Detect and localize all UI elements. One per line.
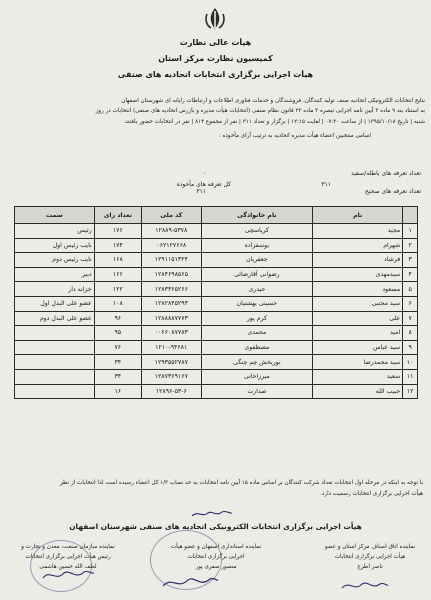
col-family-header: نام خانوادگی bbox=[201, 207, 312, 224]
national-code-cell: ۱۲۸۸۸۸۷۷۷۳ bbox=[141, 311, 201, 326]
table-row bbox=[15, 311, 418, 326]
col-role-header: سمت bbox=[15, 207, 95, 224]
valid-ballots-label: تعداد تعرفه های صحیح bbox=[364, 188, 421, 195]
row-number-cell: ۱ bbox=[403, 224, 418, 239]
vote-count-cell: ۱۷۴ bbox=[94, 238, 141, 253]
table-row bbox=[15, 296, 418, 311]
position-cell bbox=[15, 326, 95, 341]
intro-line-4: اسامی منتخبین اعضاء هیأت مدیره اتحادیه به ترتیب آرای مأخوذه : bbox=[218, 133, 371, 139]
table-row bbox=[15, 253, 418, 268]
row-number-cell: ۶ bbox=[403, 296, 418, 311]
family-name-cell: کریاسچی bbox=[201, 224, 312, 239]
first-name-cell: سیدمهدی bbox=[313, 267, 403, 282]
family-name-cell: صدارت bbox=[201, 384, 312, 399]
org-title: هیأت عالی نظارت bbox=[179, 38, 252, 47]
valid-ballots-value: ۳۱۱ bbox=[196, 188, 206, 195]
invalid-ballots-value: ۰ bbox=[202, 170, 206, 177]
intro-line-3: شنبه | تاریخ ۱۳۹۵/۱۰/۱۸ | از ساعت ۰۷:۳۰ | لغایت ۱۲:۱۵ | برگزار و تعداد ۳۱۱ | نفر از مجموع ۸۱۴ | نفر در انتخابات حضور یافتند. bbox=[123, 119, 425, 125]
note-line-1: با توجه به اینکه در مرحله اول انتخابات تعداد شرکت کنندگان بر اساس ماده ۱۵ آیین نامه انتخابات به حد نصاب ۱/۳ کل اعضاء رسیده است لذا انتخابات از نظر bbox=[59, 480, 423, 486]
national-code-cell: ۱۲۸۷۳۶۹۱۶۷ bbox=[141, 369, 201, 384]
table-row bbox=[15, 355, 418, 370]
national-code-cell: ۰۰۶۶۰۸۷۷۸۳ bbox=[141, 326, 201, 341]
board-title: هیأت اجرایی برگزاری انتخابات اتحادیه های صنفی bbox=[117, 70, 314, 79]
emblem-icon bbox=[202, 6, 228, 32]
row-number-cell: ۱۲ bbox=[403, 384, 418, 399]
first-name-cell: علی bbox=[313, 311, 403, 326]
vote-count-cell: ۳۴ bbox=[94, 355, 141, 370]
vote-count-cell: ۱۶ bbox=[94, 384, 141, 399]
position-cell bbox=[15, 384, 95, 399]
first-name-cell: شهرام bbox=[313, 238, 403, 253]
row-number-cell: ۹ bbox=[403, 340, 418, 355]
vote-count-cell: ۱۲۲ bbox=[94, 282, 141, 297]
position-cell: دبیر bbox=[15, 267, 95, 282]
sig3-line-1: نماینده سازمان صنعت، معدن و تجارت و bbox=[21, 544, 115, 550]
family-name-cell: محمدی bbox=[201, 326, 312, 341]
sig2-line-1: نماینده استانداری اصفهان و عضو هیأت bbox=[170, 544, 262, 550]
total-ballots-value: ۳۱۱ bbox=[321, 181, 331, 188]
vote-count-cell: ۱۷۶ bbox=[94, 224, 141, 239]
first-name-cell: سید مجتبی bbox=[313, 296, 403, 311]
row-number-cell: ۲ bbox=[403, 238, 418, 253]
sig1-line-2: هیأت اجرایی برگزاری انتخابات bbox=[334, 554, 406, 560]
sig1-line-1: نماینده اتاق اصناف مرکز استان و عضو bbox=[324, 544, 416, 550]
national-code-cell: ۱۲۸۲۸۴۵۲۹۳ bbox=[141, 296, 201, 311]
national-code-cell: ۱۲۹۳۵۵۲۷۸۷ bbox=[141, 355, 201, 370]
vote-count-cell: ۱۶۸ bbox=[94, 253, 141, 268]
family-name-cell: حیدری bbox=[201, 282, 312, 297]
national-code-cell: ۱۲۸۸۹-۵۳۷۸ bbox=[141, 224, 201, 239]
position-cell bbox=[15, 369, 95, 384]
family-name-cell: یوسفزاده bbox=[201, 238, 312, 253]
vote-count-cell: ۱۰۸ bbox=[94, 296, 141, 311]
footer-title: هیأت اجرایی برگزاری انتخابات الکترونیکی اتحادیه های صنفی شهرستان اصفهان bbox=[69, 522, 362, 531]
table-row bbox=[15, 238, 418, 253]
intro-line-2: به استناد بند ۹ ماده ۳ آیین نامه اجرایی تبصره ۳ ماده ۲۲ قانون نظام صنفی (انتخابات هیأت مدیره و بازرس اتحادیه های صنفی) انتخابات در روز bbox=[95, 108, 425, 114]
row-number-cell: ۸ bbox=[403, 326, 418, 341]
signature-block-1 bbox=[317, 542, 423, 572]
col-code-header: کد ملی bbox=[141, 207, 201, 224]
sig2-name: منصور صفری پور bbox=[195, 564, 237, 570]
national-code-cell: ۱۲۸۴۶۹۸۵۶۵ bbox=[141, 267, 201, 282]
vote-count-cell: ۳۴ bbox=[94, 369, 141, 384]
col-number-header bbox=[403, 207, 418, 224]
commission-title: کمیسیون نظارت مرکز استان bbox=[158, 54, 273, 63]
handwritten-signature-icon bbox=[40, 566, 96, 584]
vote-count-cell: ۱۶۶ bbox=[94, 267, 141, 282]
position-cell bbox=[15, 355, 95, 370]
first-name-cell: مجید bbox=[313, 224, 403, 239]
first-name-cell: سید محمدرضا bbox=[313, 355, 403, 370]
national-code-cell: ۰۶۲۱۲۷۶۶۸ bbox=[141, 238, 201, 253]
handwritten-signature-icon bbox=[160, 572, 220, 592]
sig1-name: ناصر اطرج bbox=[357, 564, 383, 570]
vote-count-cell: ۹۵ bbox=[94, 326, 141, 341]
row-number-cell: ۷ bbox=[403, 311, 418, 326]
intro-line-1: نتایج انتخابات الکترونیکی اتحادیه صنف تولید کنندگان، فروشندگان و خدمات فناوری اطلاعات و ارتباطات رایانه ای شهرستان اصفهان bbox=[121, 98, 425, 104]
row-number-cell: ۵ bbox=[403, 282, 418, 297]
row-number-cell: ۳ bbox=[403, 253, 418, 268]
table-row bbox=[15, 282, 418, 297]
table-row bbox=[15, 267, 418, 282]
family-name-cell: جعفریان bbox=[201, 253, 312, 268]
position-cell: عضو علی البدل اول bbox=[15, 296, 95, 311]
family-name-cell: میرزاخانی bbox=[201, 369, 312, 384]
first-name-cell: سعید bbox=[313, 369, 403, 384]
first-name-cell: سید عباس bbox=[313, 340, 403, 355]
position-cell: رئیس bbox=[15, 224, 95, 239]
position-cell: عضو علی البدل دوم bbox=[15, 311, 95, 326]
position-cell: خزانه دار bbox=[15, 282, 95, 297]
handwritten-signature-icon bbox=[340, 578, 390, 594]
first-name-cell: حبیب الله bbox=[313, 384, 403, 399]
table-row bbox=[15, 369, 418, 384]
position-cell bbox=[15, 340, 95, 355]
row-number-cell: ۴ bbox=[403, 267, 418, 282]
invalid-ballots-label: تعداد تعرفه های باطله/سفید bbox=[351, 170, 421, 177]
table-header-row bbox=[15, 207, 418, 224]
family-name-cell: حسینی بهشتیان bbox=[201, 296, 312, 311]
handwritten-signature-icon bbox=[190, 508, 234, 520]
table-row bbox=[15, 224, 418, 239]
first-name-cell: امید bbox=[313, 326, 403, 341]
sig2-line-2: اجرایی برگزاری انتخابات bbox=[187, 554, 245, 560]
table-body bbox=[15, 224, 418, 399]
total-ballots-label: کل تعرفه های مأخوذه bbox=[176, 181, 231, 188]
family-name-cell: نوربخش چم چنگی bbox=[201, 355, 312, 370]
table-row bbox=[15, 340, 418, 355]
col-votes-header: تعداد رای bbox=[94, 207, 141, 224]
position-cell: نایب رئیس دوم bbox=[15, 253, 95, 268]
family-name-cell: مصطفوی bbox=[201, 340, 312, 355]
first-name-cell: مسعود bbox=[313, 282, 403, 297]
table-row bbox=[15, 384, 418, 399]
national-code-cell: ۱۲۸۳۳۶۵۲۶۶ bbox=[141, 282, 201, 297]
sig3-line-2: رئیس هیأت اجرایی برگزاری انتخابات bbox=[25, 554, 111, 560]
col-name-header: نام bbox=[313, 207, 403, 224]
family-name-cell: رضوانی آقارضائی bbox=[201, 267, 312, 282]
national-code-cell: ۱۲۱۰-۹۴۶۸۱ bbox=[141, 340, 201, 355]
first-name-cell: فرشاد bbox=[313, 253, 403, 268]
row-number-cell: ۱۱ bbox=[403, 369, 418, 384]
note-line-2: هیأت اجرایی برگزاری انتخابات رسمیت دارد. bbox=[320, 491, 423, 497]
family-name-cell: کرم پور bbox=[201, 311, 312, 326]
vote-count-cell: ۷۶ bbox=[94, 340, 141, 355]
table-row bbox=[15, 326, 418, 341]
row-number-cell: ۱۰ bbox=[403, 355, 418, 370]
sig3-name: لطف الله حسین هاشمی bbox=[39, 564, 97, 570]
national-code-cell: ۱۲۸۹۶-۵۳-۶ bbox=[141, 384, 201, 399]
national-code-cell: ۱۲۹۱۱۵۱۳۲۴ bbox=[141, 253, 201, 268]
position-cell: نایب رئیس اول bbox=[15, 238, 95, 253]
results-table bbox=[14, 206, 418, 399]
vote-count-cell: ۹۶ bbox=[94, 311, 141, 326]
